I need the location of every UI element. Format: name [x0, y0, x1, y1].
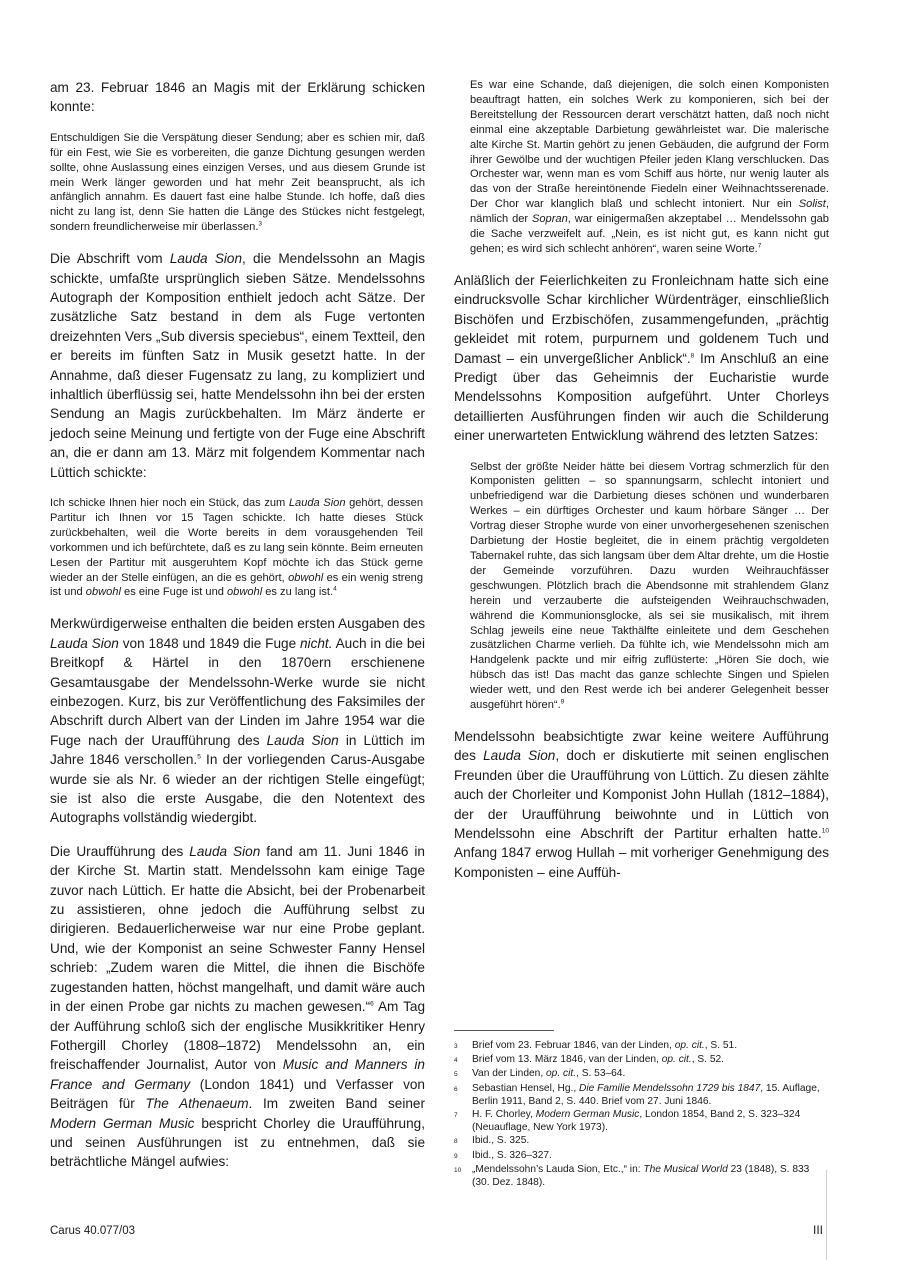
- footnote: 6 Sebastian Hensel, Hg., Die Familie Mendelssohn 1729 bis 1847, 15. Auflage, Berlin 1911, Band 2, S. 440. Brief vom 27. Juni 1846.: [454, 1082, 820, 1107]
- footnote-divider: [454, 1030, 554, 1031]
- footnote: 9 Ibid., S. 326–327.: [454, 1149, 552, 1161]
- catalog-number: Carus 40.077/03: [50, 1225, 136, 1237]
- quote-chorley-2: Selbst der größte Neider hätte bei diesem Vortrag schmerzlich für den Komponisten gelitten – so spannungsarm, schlecht intoniert und unbefriedigend war die Darbietung dieses schönen und wunderbaren Werkes – ein dürftiges Orchester und kaum hörbare Sänger … Der Vortrag dieser Strophe wurde von einer unvorhergesehenen szenischen Darbietung der Hostie begleitet, die in einem prächtig vergoldeten Tabernakel ruhte, das sich langsam über dem Altar drehte, um die Hostie der Gemeinde vorzuführen. Dazu wurden Weihrauchfässer geschwungen. Plötzlich brach die Abendsonne mit strahlendem Glanz herein und verzauberte die aufsteigenden Weihrauchschwaden, während die Kommunionsglocke, als sei sie musikalisch, mit ihrem Schlag jeweils eine neue Takthälfte einleitete und dem Geschehen zusätzlichen Charme verlieh. Da fühlte ich, wie Mendelssohn mich am Handgelenk packte und mir eifrig zuflüsterte: „Hören Sie doch, wie hübsch das ist! Das macht das ganze schlechte Singen und Spielen wieder wett, und den Rest werde ich bei anderer Gelegenheit besser ausgeführt hören“.$^9$: [470, 460, 829, 712]
- footnotes: [454, 1030, 829, 1189]
- left-column: [50, 78, 425, 1186]
- footnote: 3 Brief vom 23. Februar 1846, van der Linden, op. cit., S. 51.: [454, 1040, 738, 1051]
- paragraph-intro: am 23. Februar 1846 an Magis mit der Erklärung schicken konnte:: [50, 80, 425, 115]
- footnote-ref[interactable]: 4: [333, 585, 337, 593]
- paragraph-fronleichnam: Anläßlich der Feierlichkeiten zu Fronleichnam hatte sich eine eindrucksvolle Schar kirchlicher Würdenträger, einschließlich Bischöfen und Erzbischöfen, zusammengefunden, „prächtig gekleidet mit rotem, purpurnem und goldenem Tuch und Damast – ein unvergeßlicher Anblick“.$^8$ Im Anschluß an eine Predigt über das Geheimnis der Eucharistie wurde Mendelssohns Komposition aufgeführt. Unter Chorleys detaillierten Ausführungen finden wir auch die Schilderung einer unerwarteten Entwicklung während des letzten Satzes:: [454, 272, 829, 444]
- right-column: [454, 78, 829, 896]
- page-edge-rule: [826, 1170, 827, 1260]
- quote-letter-feb: Entschuldigen Sie die Verspätung dieser Sendung; aber es schien mir, daß für ein Fest, wie Sie es vorbereiten, die ganze Dichtung gesungen werden sollte, ohne Auslassung eines einzigen Verses, und aus diesem Grunde ist mein Werk länger geworden und hat mehr Zeit beansprucht, als ich anfänglich annahm. Es dauert fast eine halbe Stunde. Ich hoffe, daß dies nicht zu lang ist, denn Sie hatten die Länge des Stückes nicht festgelegt, sondern freundlicherweise mir überlassen.$^3$: [50, 131, 425, 234]
- footnote-ref[interactable]: 6: [370, 1000, 374, 1008]
- footnote: 10 „Mendelssohn’s Lauda Sion, Etc.,“ in: The Musical World 23 (1848), S. 833 (30. Dez. 1848).: [454, 1163, 810, 1189]
- footnote: 7 H. F. Chorley, Modern German Music, London 1854, Band 2, S. 323–324 (Neuauflage, New York 1973).: [454, 1109, 801, 1134]
- footnote: 5 Van der Linden, op. cit., S. 53–64.: [454, 1068, 626, 1080]
- footnote-ref[interactable]: 5: [197, 753, 201, 761]
- footnote-ref[interactable]: 7: [757, 242, 762, 250]
- paragraph-hullah: Mendelssohn beabsichtigte zwar keine weitere Aufführung des Lauda Sion, doch er diskutierte mit seinen englischen Freunden über die Uraufführung von Lüttich. Zu diesen zählte auch der Chorleiter und Komponist John Hullah (1812–1884), der der Uraufführung beiwohnte und in Lüttich von Mendelssohn eine Abschrift der Partitur erhalten hatte.$^{10}$ Anfang 1847 erwog Hullah – mit vorheriger Genehmigung des Komponisten – eine Auffüh-: [454, 728, 829, 880]
- footnote: 8 Ibid., S. 325.: [454, 1135, 530, 1147]
- footnote: 4 Brief vom 13. März 1846, van der Linden, op. cit., S. 52.: [454, 1054, 724, 1066]
- paragraph-urauffuehrung: Die Uraufführung des Lauda Sion fand am 11. Juni 1846 in der Kirche St. Martin statt. Mendelssohn kam einige Tage zuvor nach Lüttich. Er hatte die Absicht, bei der Probenarbeit zu assistieren, ohne jedoch die Aufführung selbst zu dirigieren. Bedauerlicherweise war nur eine Probe geplant. Und, wie der Komponist an seine Schwester Fanny Hensel schrieb: „Zudem waren die Mittel, die ihnen die Bischöfe zugestanden hatten, höchst mangelhaft, und damit wäre auch in der einen Probe gar nichts zu machen gewesen.“$^6$ Am Tag der Aufführung schloß sich der englische Musikkritiker Henry Fothergill Chorley (1808–1872) Mendelssohn an, ein freischaffender Journalist, Autor von Music and Manners in France and Germany (London 1841) und Verfasser von Beiträgen für The Athenaeum. Im zweiten Band seiner Modern German Music bespricht Chorley die Uraufführung, und seinen Ausführungen ist zu entnehmen, daß sie beträchtliche Mängel aufwies:: [50, 843, 426, 1170]
- paragraph-abschrift: Die Abschrift vom Lauda Sion, die Mendelssohn an Magis schickte, umfaßte ursprünglich sieben Sätze. Mendelssohns Autograph der Komposition enthielt jedoch acht Sätze. Der zusätzliche Satz bestand in dem als Fuge vertonten dreizehnten Vers „Sub diversis speciebus“, einem Textteil, den er bereits im fünften Satz in Musik gesetzt hatte. In der Annahme, daß dieser Fugensatz zu lang, zu kompliziert und inhaltlich überflüssig sei, hatte Mendelssohn ihn bei der ersten Sendung an Magis zurückbehalten. Im März änderte er jedoch seine Meinung und fertigte von der Fuge eine Abschrift an, die er dann am 13. März mit folgendem Kommentar nach Lüttich schickte:: [50, 251, 425, 480]
- quote-letter-march: Ich schicke Ihnen hier noch ein Stück, das zum Lauda Sion gehört, dessen Partitur ich Ihnen vor 15 Tagen schickte. Ich hatte dieses Stück zurückbehalten, weil die Worte bereits in dem vorausgehenden Teil vorkommen und ich befürchtete, daß es zu lang sein könnte. Beim erneuten Lesen der Partitur mit ausgeruhtem Kopf möchte ich das Stück gerne wieder an der Stelle einfügen, an die es gehört, obwohl es ein wenig streng ist und obwohl es eine Fuge ist und obwohl es zu lang ist.$^4$: [50, 497, 424, 599]
- quote-chorley-1: Es war eine Schande, daß diejenigen, die solch einen Komponisten beauftragt hatten, ein solches Werk zu komponieren, sich bei der Bereitstellung der Ressourcen derart verschätzt hatten, daß noch nicht einmal eine akzeptable Darbietung gewährleistet war. Die malerische alte Kirche St. Martin gehört zu jenen Gebäuden, die aufgrund der Form ihrer Gewölbe und der wuchtigen Pfeiler jeden Klang verschlucken. Das Orchester war, wenn man es vom Schiff aus hörte, nur wenig lauter als das von der Straße hereintönende Fiedeln einer Weihnachtsserenade. Der Chor war klanglich blaß und schlecht intoniert. Nur ein Solist, nämlich der Sopran, war einigermaßen akzeptabel … Mendelssohn gab die Sache verzweifelt auf. „Nein, es ist nicht gut, es kann nicht gut gehen; es wird sich schlecht anhören“, waren seine Worte.$^7$: [470, 79, 829, 255]
- footnote-ref[interactable]: 9: [560, 698, 565, 706]
- footnote-ref[interactable]: 10: [821, 827, 829, 835]
- footnote-ref[interactable]: 3: [258, 220, 263, 228]
- page-number: III: [813, 1223, 824, 1237]
- footnote-ref[interactable]: 8: [690, 351, 695, 359]
- paragraph-ausgaben: Merkwürdigerweise enthalten die beiden ersten Ausgaben des Lauda Sion von 1848 und 1849 die Fuge nicht. Auch in die bei Breitkopf & Härtel in den 1870ern erschienene Gesamtausgabe der Mendelssohn-Werke wurde sie nicht einbezogen. Kurz, bis zur Veröffentlichung des Faksimiles der Abschrift durch Albert van der Linden im Jahre 1954 war die Fuge nach der Uraufführung des Lauda Sion in Lüttich im Jahre 1846 verschollen.$^5$ In der vorliegenden Carus-Ausgabe wurde sie als Nr. 6 wieder an der richtigen Stelle eingefügt; sie ist also die erste Ausgabe, die den Notentext des Autographs vollständig wiedergibt.: [50, 616, 425, 826]
